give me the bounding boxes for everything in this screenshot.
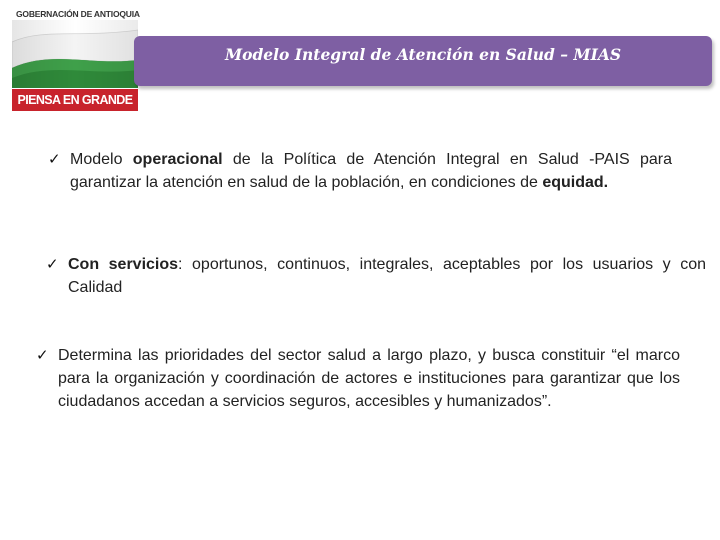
page-title: Modelo Integral de Atención en Salud – MIAS — [224, 45, 622, 64]
text-run: Determina las prioridades del sector salud a largo plazo, y busca constituir “el marco para la organización y coordinación de actores e instituciones para garantizar que los ciudadanos accedan a servicios seguros, accesibles y humanizados”. — [58, 347, 680, 410]
antioquia-flag-icon — [12, 20, 138, 88]
logo-org-name: GOBERNACIÓN DE ANTIOQUIA — [16, 9, 140, 19]
bullet-item-3 — [36, 344, 680, 413]
text-run: Modelo — [70, 151, 133, 168]
text-run: de la Política de Atención Integral en Salud -PAIS para garantizar la atención en salud de la población, en condiciones de — [70, 151, 673, 191]
check-icon: ✓ — [46, 255, 59, 273]
text-run-bold: equidad. — [542, 174, 609, 191]
text-run: : oportunos, continuos, integrales, aceptables por los usuarios y con Calidad — [68, 256, 706, 296]
check-icon: ✓ — [48, 150, 61, 168]
antioquia-logo — [8, 6, 140, 110]
bullet-text-3 — [58, 344, 680, 413]
bullet-text-2 — [68, 253, 706, 299]
text-run-bold: Con servicios — [68, 256, 179, 273]
logo-slogan: PIENSA EN GRANDE — [12, 89, 138, 111]
text-run-bold: operacional — [132, 151, 223, 168]
bullet-item-1 — [48, 148, 672, 194]
title-bar — [134, 36, 712, 86]
bullet-text-1 — [70, 148, 672, 194]
check-icon: ✓ — [36, 346, 49, 364]
bullet-item-2 — [46, 253, 706, 299]
